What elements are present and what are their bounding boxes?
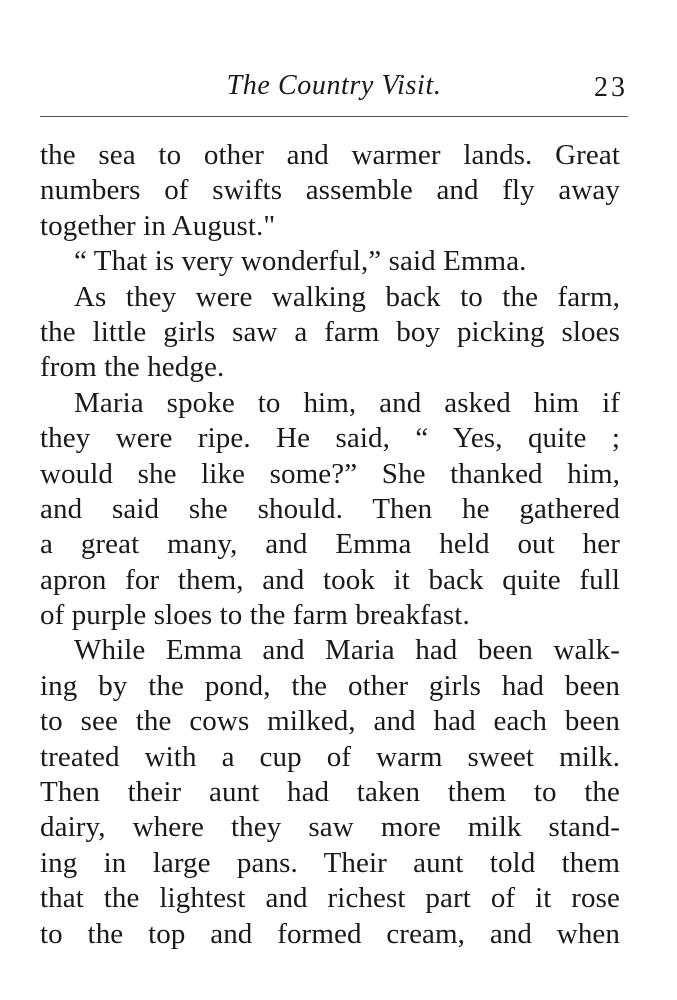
body-text — [40, 138, 620, 952]
page-number: 23 — [594, 72, 628, 103]
text-line: and said she should. Then he gathered — [40, 492, 620, 525]
text-line: a great many, and Emma held out her — [40, 528, 620, 561]
text-line: of purple sloes to the farm breakfast. — [40, 599, 470, 632]
running-head — [40, 70, 628, 110]
text-line: numbers of swifts assemble and fly away — [40, 174, 620, 207]
text-line: While Emma and Maria had been walk- — [74, 634, 620, 667]
running-title: The Country Visit. — [226, 70, 442, 101]
text-line: together in August." — [40, 209, 276, 242]
text-line: the sea to other and warmer lands. Great — [40, 139, 620, 171]
text-line: that the lightest and richest part of it rose — [40, 882, 620, 915]
header-rule — [40, 116, 628, 117]
text-line: treated with a cup of warm sweet milk. — [40, 740, 620, 773]
text-line: to see the cows milked, and had each been — [40, 705, 620, 738]
text-line: dairy, where they saw more milk stand- — [40, 811, 620, 844]
text-line: “ That is very wonderful,” said Emma. — [74, 245, 527, 278]
text-line: the little girls saw a farm boy picking sloes — [40, 315, 620, 348]
text-line: Then their aunt had taken them to the — [40, 776, 620, 809]
text-line: As they were walking back to the farm, — [74, 280, 620, 313]
text-line: to the top and formed cream, and when — [40, 917, 620, 950]
text-line: would she like some?” She thanked him, — [40, 457, 620, 490]
text-line: Maria spoke to him, and asked him if — [74, 386, 620, 419]
text-line: ing in large pans. Their aunt told them — [40, 846, 620, 879]
text-line: they were ripe. He said, “ Yes, quite ; — [40, 422, 620, 455]
text-line: ing by the pond, the other girls had been — [40, 669, 620, 702]
text-line: apron for them, and took it back quite full — [40, 563, 620, 596]
text-line: from the hedge. — [40, 351, 225, 384]
